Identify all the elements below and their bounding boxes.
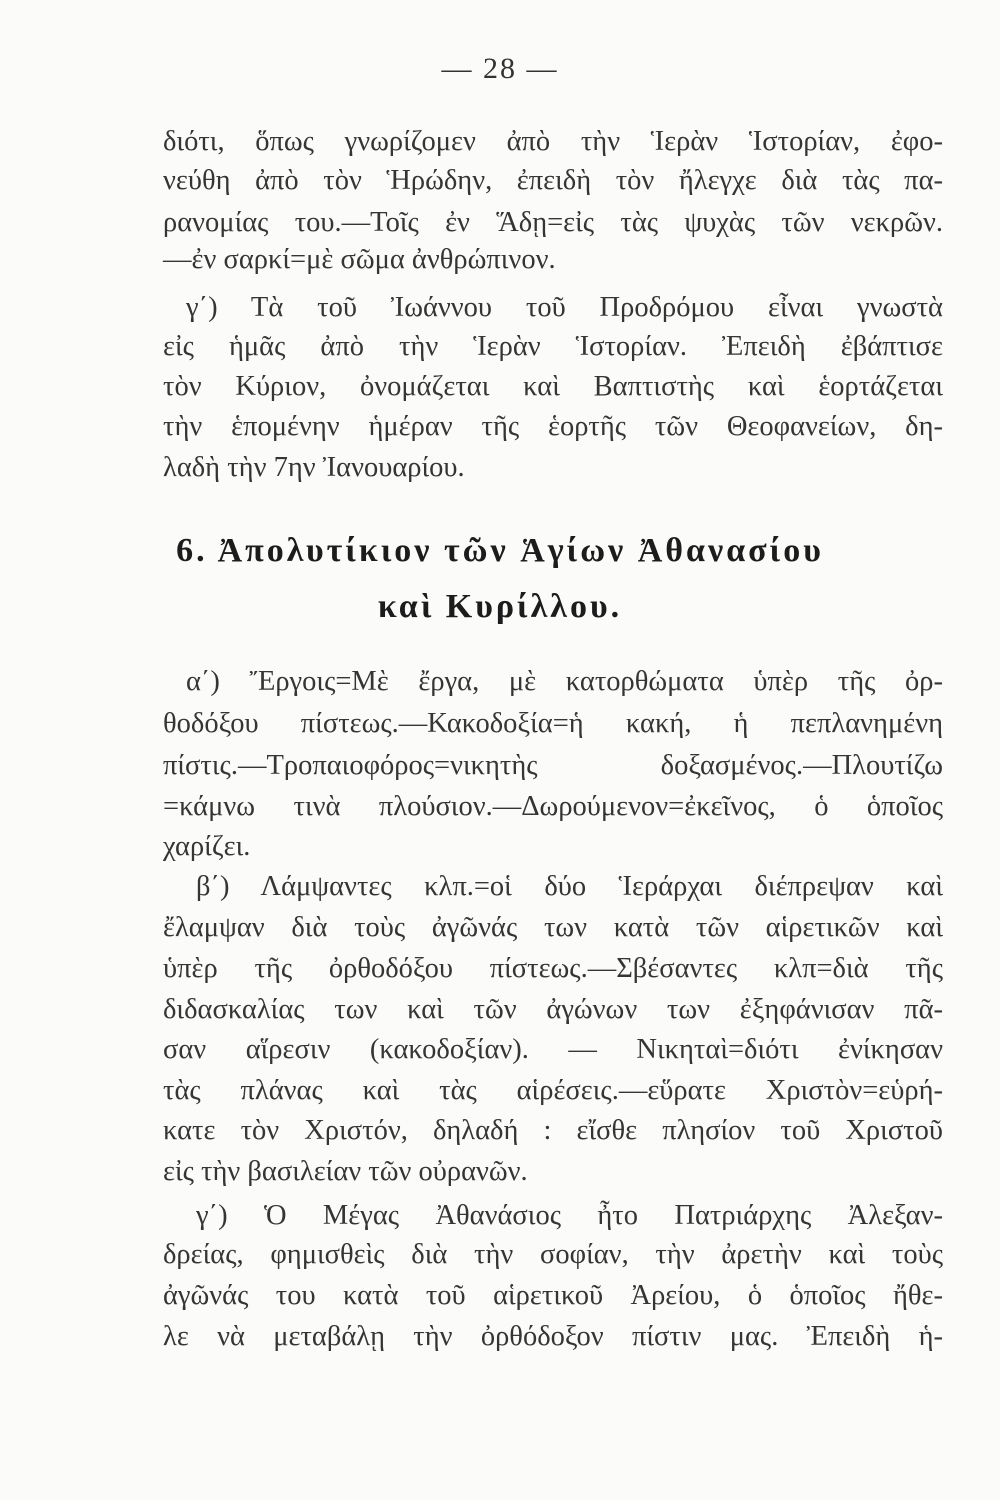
text-line: γ΄) Ὁ Μέγας Ἀθανάσιος ἦτο Πατριάρχης Ἀλεξαν- [196, 1200, 943, 1231]
text-line: δρείας, φημισθεὶς διὰ τὴν σοφίαν, τὴν ἀρετὴν καὶ τοὺς [163, 1239, 943, 1270]
text-line: εἰς τὴν βασιλείαν τῶν οὐρανῶν. [163, 1156, 528, 1187]
text-line: τὴν ἑπομένην ἡμέραν τῆς ἑορτῆς τῶν Θεοφανείων, δη- [163, 411, 943, 442]
text-line: εἰς ἡμᾶς ἀπὸ τὴν Ἱερὰν Ἱστορίαν. Ἐπειδὴ ἐβάπτισε [163, 331, 943, 362]
text-line: χαρίζει. [163, 831, 251, 862]
text-line: α΄) Ἔργοις=Μὲ ἔργα, μὲ κατορθώματα ὑπὲρ τῆς ὀρ- [186, 666, 943, 697]
section-number: 6. [176, 532, 208, 569]
text-line: νεύθη ἀπὸ τὸν Ἡρώδην, ἐπειδὴ τὸν ἤλεγχε διὰ τὰς πα- [163, 165, 943, 196]
text-line: λαδὴ τὴν 7ην Ἰανουαρίου. [163, 452, 465, 483]
text-line: θοδόξου πίστεως.—Κακοδοξία=ἡ κακή, ἡ πεπλανημένη [163, 708, 943, 739]
text-line: —ἐν σαρκί=μὲ σῶμα ἀνθρώπινον. [163, 244, 556, 275]
text-line: τὸν Κύριον, ὀνομάζεται καὶ Βαπτιστὴς καὶ ἑορτάζεται [163, 371, 943, 402]
section-title-line-2: καὶ Κυρίλλου. [377, 588, 623, 625]
page-number: — 28 — [441, 52, 559, 85]
text-line: κατε τὸν Χριστόν, δηλαδή : εἴσθε πλησίον τοῦ Χριστοῦ [163, 1115, 943, 1146]
text-line: τὰς πλάνας καὶ τὰς αἱρέσεις.—εὕρατε Χριστὸν=εὑρή- [163, 1075, 943, 1106]
text-line: ρανομίας του.—Τοῖς ἐν Ἅδῃ=εἰς τὰς ψυχὰς τῶν νεκρῶν. [163, 207, 943, 238]
section-title-line-1: Ἀπολυτίκιον τῶν Ἁγίων Ἀθανασίου [217, 532, 824, 569]
text-line: β΄) Λάμψαντες κλπ.=οἱ δύο Ἱεράρχαι διέπρεψαν καὶ [196, 871, 943, 902]
text-line: διδασκαλίας των καὶ τῶν ἀγώνων των ἐξηφάνισαν πᾶ- [163, 994, 943, 1025]
text-line: πίστις.—Τροπαιοφόρος=νικητὴς δοξασμένος.—Πλουτίζω [163, 750, 943, 781]
text-line: σαν αἵρεσιν (κακοδοξίαν). — Νικηταὶ=διότι ἐνίκησαν [163, 1034, 943, 1065]
text-line: ἀγῶνάς του κατὰ τοῦ αἱρετικοῦ Ἀρείου, ὁ ὁποῖος ἤθε- [163, 1280, 943, 1311]
text-line: διότι, ὅπως γνωρίζομεν ἀπὸ τὴν Ἱερὰν Ἱστορίαν, ἐφο- [163, 126, 943, 157]
text-line: ἔλαμψαν διὰ τοὺς ἀγῶνάς των κατὰ τῶν αἱρετικῶν καὶ [163, 912, 943, 943]
text-line: λε νὰ μεταβάλῃ τὴν ὀρθόδοξον πίστιν μας. Ἐπειδὴ ἡ- [163, 1321, 943, 1352]
section-heading [0, 532, 1000, 570]
text-line: γ΄) Τὰ τοῦ Ἰωάννου τοῦ Προδρόμου εἶναι γνωστὰ [186, 292, 943, 323]
text-line: ὑπὲρ τῆς ὀρθοδόξου πίστεως.—Σβέσαντες κλπ=διὰ τῆς [163, 953, 943, 984]
text-line: =κάμνω τινὰ πλούσιον.—Δωρούμενον=ἐκεῖνος, ὁ ὁποῖος [163, 791, 943, 822]
